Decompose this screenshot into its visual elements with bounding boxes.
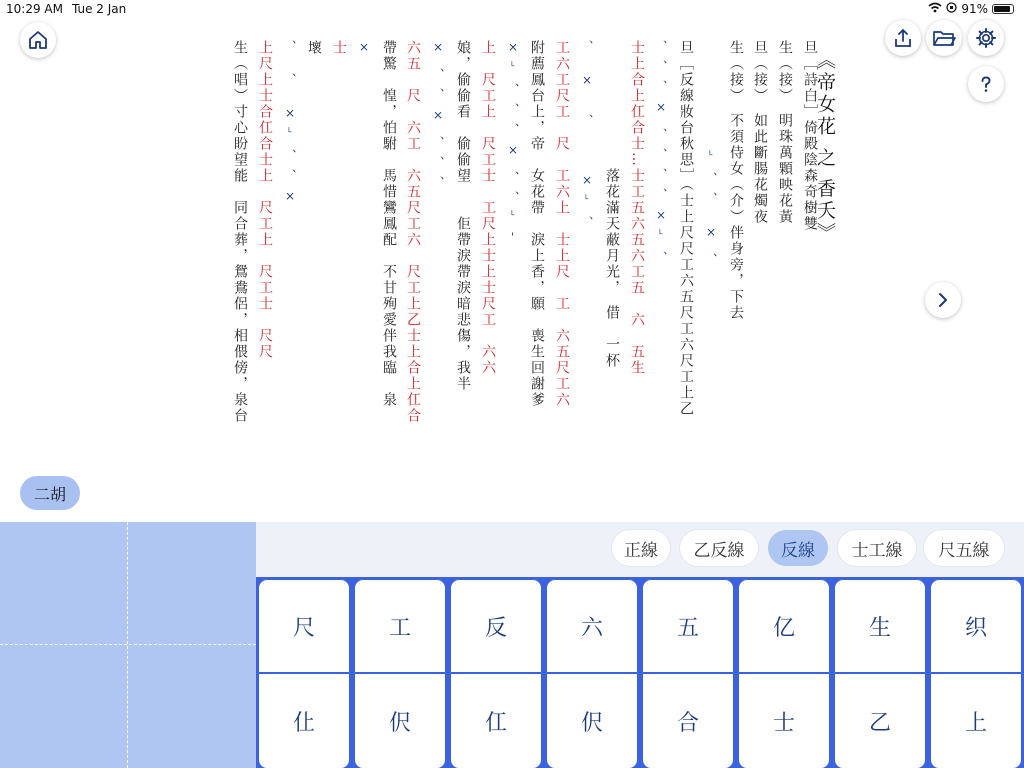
score-column: 士上合上仜合士…士工五六五六工五 六 五生: [629, 40, 645, 376]
score-column: ˪ 、 、 × 、: [704, 40, 718, 266]
key-row2-7[interactable]: 乙: [835, 674, 925, 768]
score-column: 落花滿天蔽月光， 借 一杯: [604, 40, 620, 369]
status-bar: [0, 0, 1024, 20]
pad-divider-vertical: [127, 522, 128, 768]
score-column: 生（唱）寸心盼望能 同合葬，鴛鴦侶，相偎傍，泉台: [232, 40, 248, 424]
upload-icon: [892, 27, 914, 49]
score-column: 工六工尺工 尺 工六上 士上尺 工 六五尺工六: [554, 40, 570, 408]
score-column: 生（接） 不須侍女（介）伴身旁，下去: [728, 40, 744, 321]
score-column: 、 × 、 ×˪ 、: [580, 40, 594, 229]
key-row1-2[interactable]: 工: [355, 580, 445, 672]
help-icon: [975, 73, 997, 95]
key-row1-1[interactable]: 尺: [259, 580, 349, 672]
status-time: 10:29 AM: [6, 2, 63, 16]
battery-percent: 91%: [961, 2, 988, 16]
score-column: 、 、 ×˪ 、 、 ×: [283, 40, 297, 204]
score-column: × 、 、 × 、 、 、: [431, 40, 445, 189]
score-column: 壞: [306, 40, 322, 56]
next-page-button[interactable]: [925, 282, 961, 318]
help-button[interactable]: [968, 66, 1004, 102]
gear-icon: [975, 27, 997, 49]
chevron-right-icon: [934, 291, 952, 309]
score-column: ×: [357, 40, 371, 55]
score-column: 六五 尺 六工 六五尺工六 尺工上乙士上合上仜合: [405, 40, 421, 424]
score-column: 上 尺工上 尺工士 工尺上士上士尺工 六六: [480, 40, 496, 376]
folder-icon: [932, 27, 956, 49]
open-folder-button[interactable]: [926, 20, 962, 56]
home-icon: [27, 29, 49, 51]
score-column: 、 、 、 × 、 、 、 、 ×˪ 、: [654, 40, 668, 264]
score-column: 士: [331, 40, 347, 56]
score-column: ×˪ 、 、 、 × 、 、˪ -: [506, 40, 520, 238]
key-row1-5[interactable]: 五: [643, 580, 733, 672]
score-sheet: [232, 40, 852, 440]
key-row1-8[interactable]: 织: [931, 580, 1021, 672]
score-column: 帶驚 惶，怕駙 馬惜鸞鳳配 不甘殉愛伴我臨 泉: [381, 40, 397, 408]
home-button[interactable]: [20, 22, 56, 58]
battery-icon: [992, 4, 1014, 14]
status-right: [928, 2, 1014, 16]
status-date: Tue 2 Jan: [72, 2, 127, 16]
tab-zheng-xian[interactable]: 正線: [612, 530, 670, 566]
export-button[interactable]: [885, 20, 921, 56]
tab-yi-fan-xian[interactable]: 乙反線: [680, 530, 758, 566]
key-row1-4[interactable]: 六: [547, 580, 637, 672]
score-column: 上尺上士合仜合士上 尺工上 尺工士 尺尺: [257, 40, 273, 360]
score-column: 附薦鳳台上，帝 女花帶 淚上香，願 喪生回謝爹: [529, 40, 545, 408]
song-title: 《帝女花 之 香夭》: [814, 50, 836, 245]
orientation-lock-icon: [946, 2, 957, 16]
key-row2-8[interactable]: 上: [931, 674, 1021, 768]
pad-divider-horizontal: [0, 644, 256, 645]
key-row2-1[interactable]: 仩: [259, 674, 349, 768]
handwriting-pad[interactable]: [0, 522, 256, 768]
key-row1-3[interactable]: 反: [451, 580, 541, 672]
key-row1-7[interactable]: 生: [835, 580, 925, 672]
score-column: 娘，偷偷看 偷偷望 佢帶淚帶淚暗悲傷，我半: [455, 40, 471, 392]
tab-fan-xian[interactable]: 反線: [768, 530, 828, 566]
score-column: 旦［詩白］倚殿陰森奇樹雙: [802, 40, 818, 232]
settings-button[interactable]: [968, 20, 1004, 56]
instrument-pill[interactable]: 二胡: [20, 476, 80, 510]
tab-shi-gong-xian[interactable]: 士工線: [838, 530, 916, 566]
score-column: 旦［反線妝台秋思］（士上尺尺工六五尺工六尺工上乙: [678, 40, 694, 417]
key-row1-6[interactable]: 亿: [739, 580, 829, 672]
score-column: 旦（接） 如此斷腸花燭夜: [752, 40, 768, 225]
key-row2-4[interactable]: 伬: [547, 674, 637, 768]
key-row2-2[interactable]: 伬: [355, 674, 445, 768]
key-row2-6[interactable]: 士: [739, 674, 829, 768]
tab-chi-wu-xian[interactable]: 尺五線: [924, 530, 1004, 566]
score-column: 生（接） 明珠萬顆映花黃: [777, 40, 793, 225]
wifi-icon: [928, 2, 942, 16]
key-row2-3[interactable]: 仜: [451, 674, 541, 768]
key-row2-5[interactable]: 合: [643, 674, 733, 768]
